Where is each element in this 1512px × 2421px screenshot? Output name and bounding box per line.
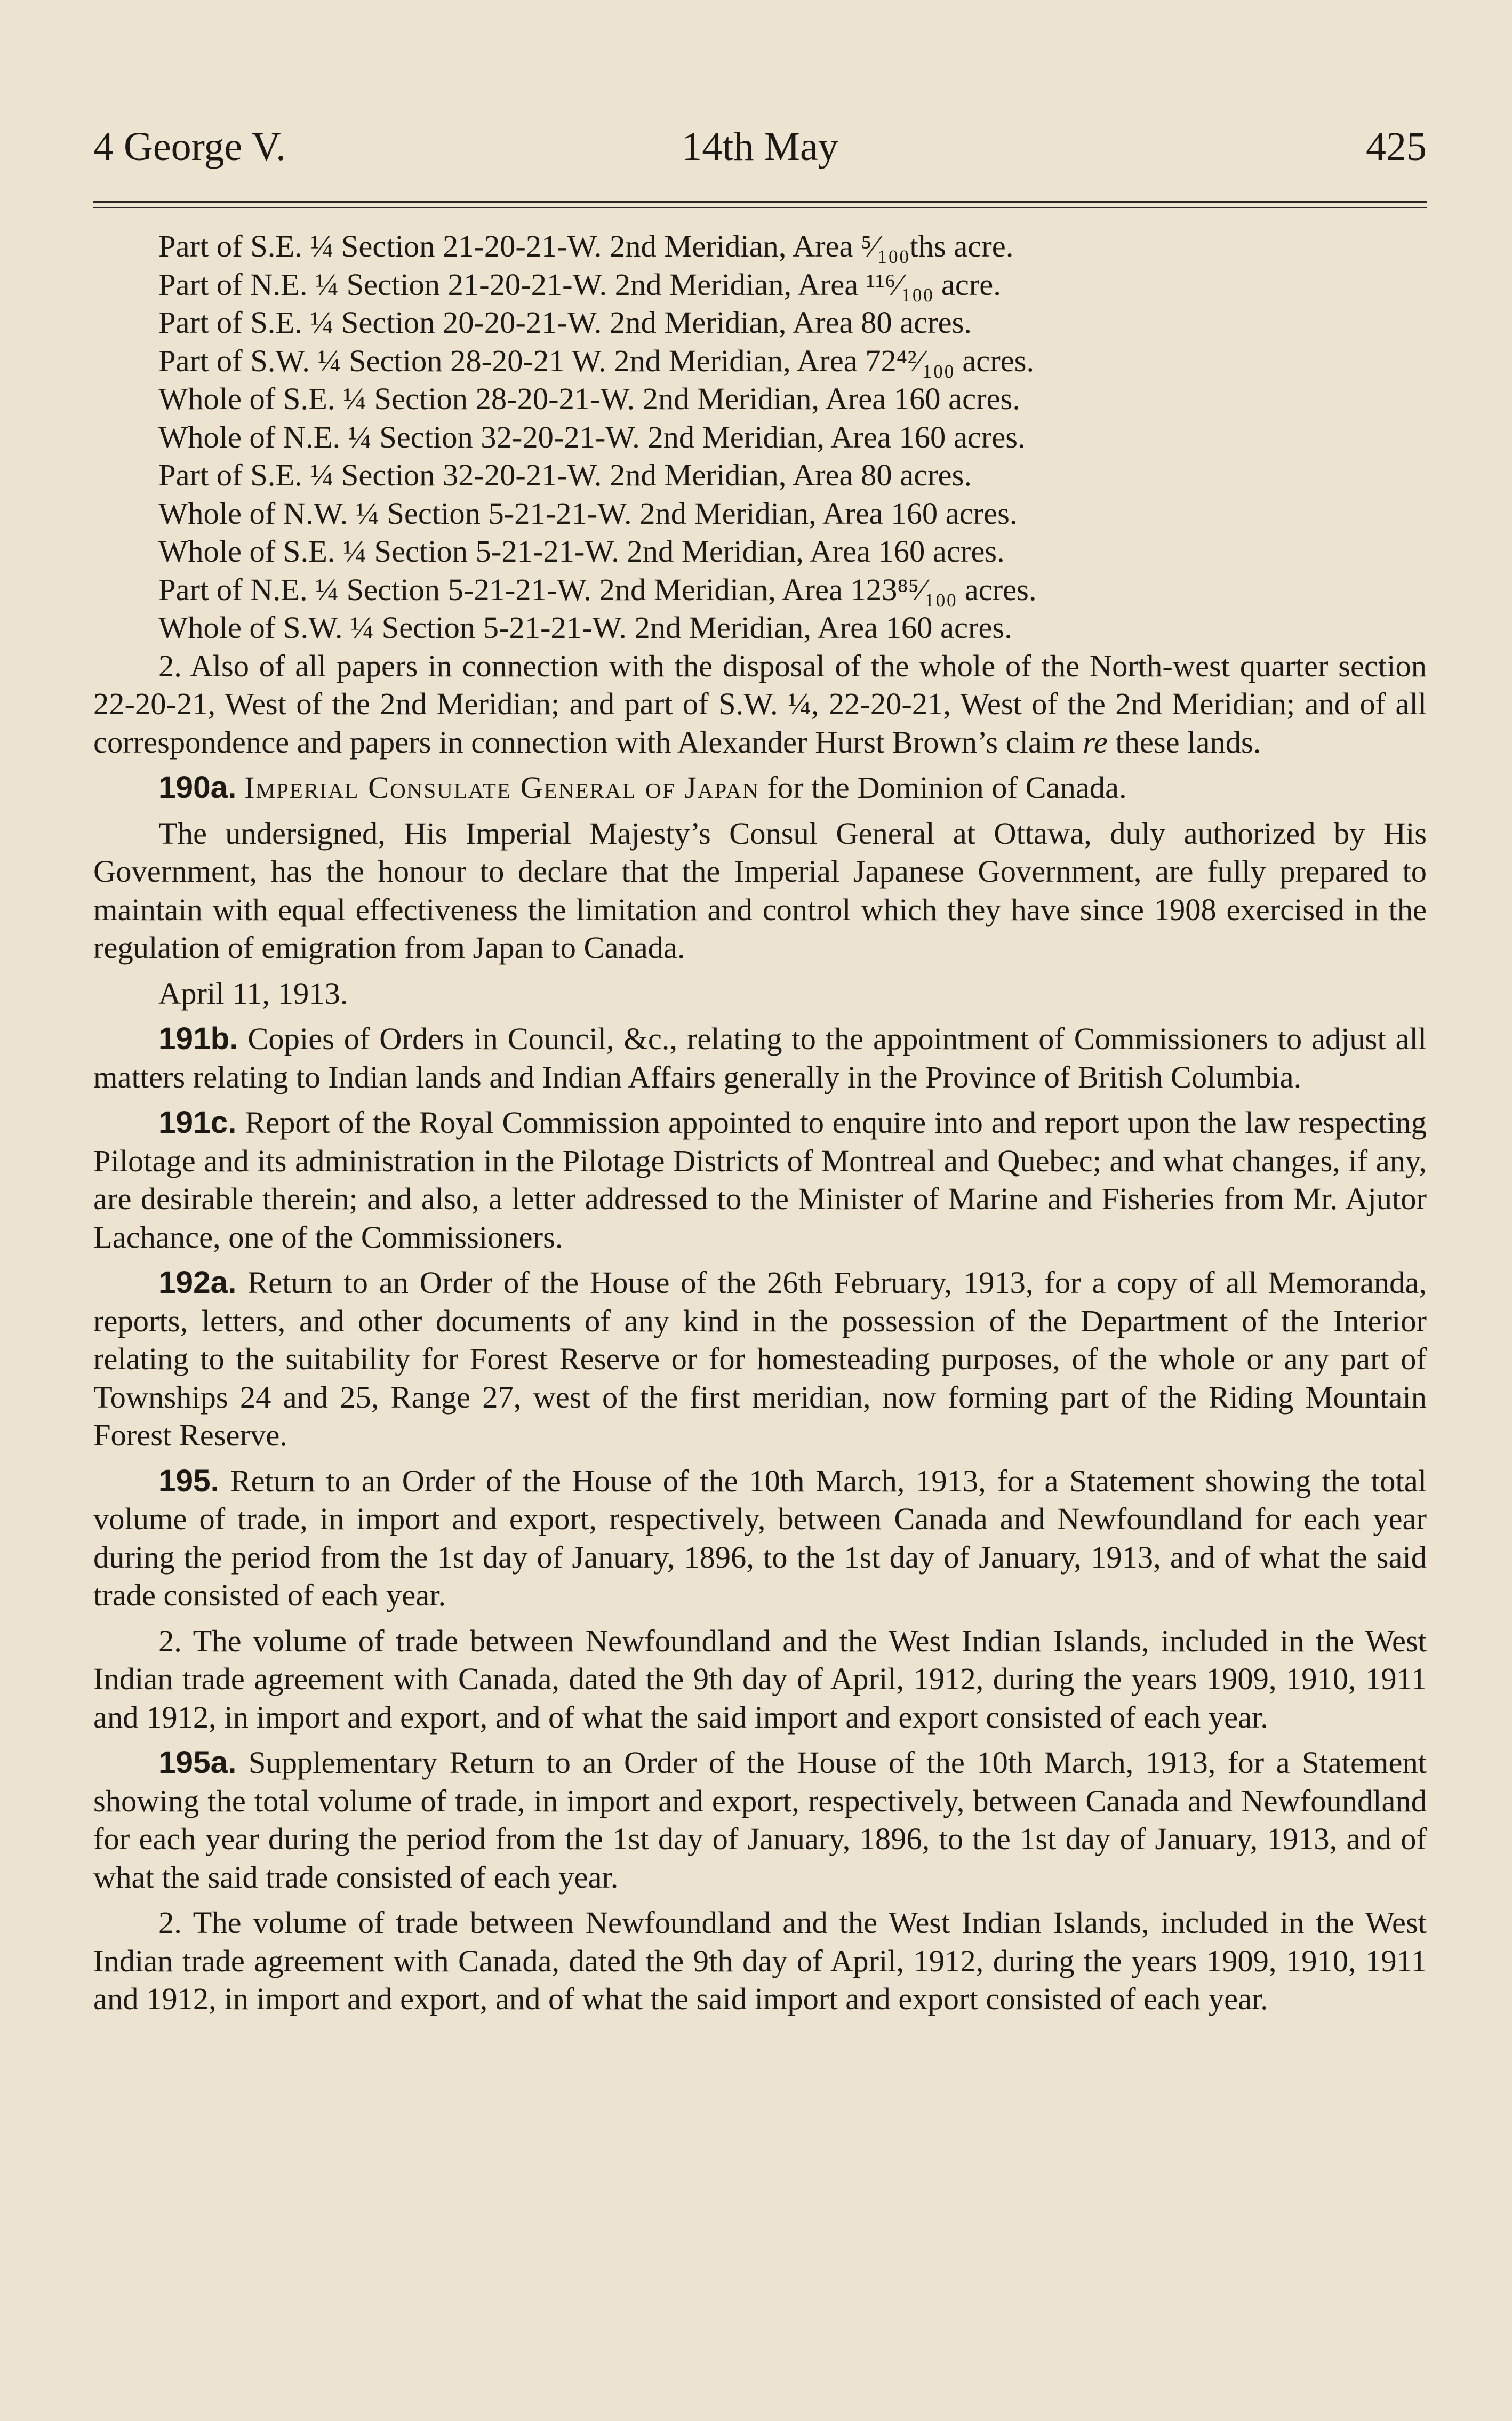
header-date: 14th May <box>682 124 838 169</box>
entry-number: 190a. <box>158 770 237 805</box>
entry-190a-body: The undersigned, His Imperial Majesty’s Consul General at Ottawa, duly authorized by His Government, has the honour to declare that the Imperial Japanese Government, are fully prepared to maintain with equal effectiveness the limitation and control which they have since 1908 exercised in the regulation of emigration from Japan to Canada. <box>93 816 1427 965</box>
entry-text: Report of the Royal Commission appointed to enquire into and report upon the law respecting Pilotage and its administration in the Pilotage Districts of Montreal and Quebec; and what changes, if any, are desirable therein; and also, a letter addressed to the Minister of Marine and Fisheries from Mr. Ajutor Lachance, one of the Commissioners. <box>93 1105 1427 1255</box>
entry-text: Return to an Order of the House of the 10th March, 1913, for a Statement showing the total volume of trade, in import and export, respectively, between Canada and Newfoundland for each year during the period from the 1st day of January, 1896, to the 1st day of January, 1913, and of what the said trade consisted of each year. <box>93 1463 1427 1612</box>
entry-195-sub: 2. The volume of trade between Newfoundland and the West Indian Islands, included in the West Indian trade agreement with Canada, dated the 9th day of April, 1912, during the years 1909, 1910, 1911 and 1912, in import and export, and of what the said import and export consisted of each year. <box>93 1623 1427 1735</box>
header-rule <box>93 201 1427 208</box>
entry-text: Return to an Order of the House of the 26th February, 1913, for a copy of all Memoranda, reports, letters, and other documents of any kind in the possession of the Department of the Interior relating to the suitability for Forest Reserve or for homesteading purposes, of the whole or any part of Townships 24 and 25, Range 27, west of the first meridian, now forming part of the Riding Mountain Forest Reserve. <box>93 1265 1427 1452</box>
land-line: Part of S.E. ¼ Section 21-20-21-W. 2nd Meridian, Area ⁵⁄₁₀₀ths acre. <box>158 229 1014 263</box>
entry-number: 191c. <box>158 1105 237 1140</box>
italic-re: re <box>1083 724 1108 760</box>
entry-190a-date: April 11, 1913. <box>158 976 348 1011</box>
paragraph-text: 2. Also of all papers in connection with the disposal of the whole of the North-west quarter section 22-20-21, West of the 2nd Meridian; and part of S.W. ¼, 22-20-21, West of the 2nd Meridian; and of all correspondence and papers in connection with Alexander Hurst Brown’s claim <box>93 648 1427 760</box>
entry-195a <box>93 1744 1427 1896</box>
page-number: 425 <box>1366 124 1427 169</box>
entry-text: Supplementary Return to an Order of the House of the 10th March, 1913, for a Statement showing the total volume of trade, in import and export, respectively, between Canada and Newfoundland for each year during the period from the 1st day of January, 1896, to the 1st day of January, 1913, and of what the said trade consisted of each year. <box>93 1745 1427 1895</box>
entry-text: Copies of Orders in Council, &c., relating to the appointment of Commissioners to adjust all matters relating to Indian lands and Indian Affairs generally in the Province of British Columbia. <box>93 1021 1427 1094</box>
entry-heading: Imperial Consulate General of Japan <box>244 770 759 805</box>
land-line: Whole of S.E. ¼ Section 5-21-21-W. 2nd Meridian, Area 160 acres. <box>158 534 1005 569</box>
page-body <box>93 227 1427 2018</box>
paragraph-also <box>93 647 1427 762</box>
entry-191b <box>93 1020 1427 1096</box>
entry-195a-sub: 2. The volume of trade between Newfoundland and the West Indian Islands, included in the West Indian trade agreement with Canada, dated the 9th day of April, 1912, during the years 1909, 1910, 1911 and 1912, in import and export, and of what the said import and export consisted of each year. <box>93 1905 1427 2016</box>
land-line: Part of S.E. ¼ Section 20-20-21-W. 2nd Meridian, Area 80 acres. <box>158 305 972 340</box>
land-line: Whole of N.E. ¼ Section 32-20-21-W. 2nd Meridian, Area 160 acres. <box>158 419 1026 454</box>
land-line: Part of N.E. ¼ Section 5-21-21-W. 2nd Meridian, Area 123⁸⁵⁄₁₀₀ acres. <box>158 572 1037 607</box>
entry-heading-rest: for the Dominion of Canada. <box>759 770 1127 805</box>
entry-number: 195. <box>158 1463 219 1498</box>
land-list <box>93 227 1427 647</box>
entry-number: 191b. <box>158 1021 238 1056</box>
land-line: Whole of N.W. ¼ Section 5-21-21-W. 2nd Meridian, Area 160 acres. <box>158 496 1018 531</box>
page-header <box>93 117 1427 176</box>
land-line: Part of S.W. ¼ Section 28-20-21 W. 2nd Meridian, Area 72⁴²⁄₁₀₀ acres. <box>158 343 1035 378</box>
land-line: Part of N.E. ¼ Section 21-20-21-W. 2nd Meridian, Area ¹¹⁶⁄₁₀₀ acre. <box>158 267 1001 302</box>
paragraph-text: these lands. <box>1107 724 1261 760</box>
land-line: Whole of S.E. ¼ Section 28-20-21-W. 2nd Meridian, Area 160 acres. <box>158 381 1020 416</box>
entry-191c <box>93 1104 1427 1256</box>
entry-192a <box>93 1264 1427 1455</box>
entry-195 <box>93 1462 1427 1615</box>
land-line: Whole of S.W. ¼ Section 5-21-21-W. 2nd Meridian, Area 160 acres. <box>158 610 1012 645</box>
entry-number: 192a. <box>158 1265 237 1300</box>
land-line: Part of S.E. ¼ Section 32-20-21-W. 2nd Meridian, Area 80 acres. <box>158 458 972 492</box>
entry-190a-heading <box>93 769 1427 807</box>
header-session: 4 George V. <box>93 124 286 169</box>
entry-number: 195a. <box>158 1745 237 1780</box>
